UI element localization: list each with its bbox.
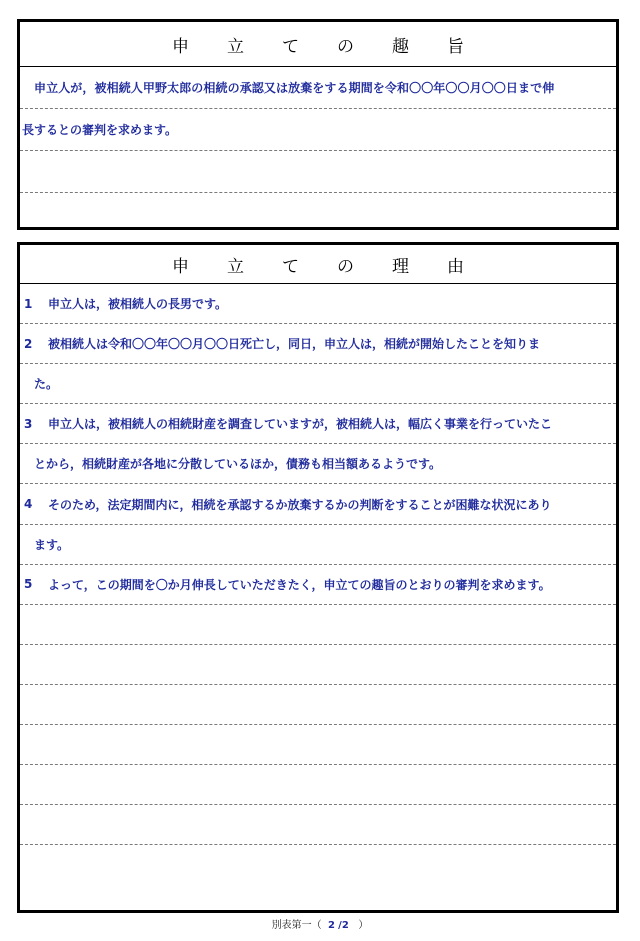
reason-line-number: 5 xyxy=(24,577,33,592)
reason-line[interactable] xyxy=(20,765,616,805)
reason-line-text: ます。 xyxy=(34,537,70,552)
reason-line[interactable] xyxy=(20,605,616,645)
reason-line[interactable] xyxy=(20,324,616,364)
reason-line-text: 申立人は，被相続人の相続財産を調査していますが，被相続人は，幅広く事業を行っていたこ xyxy=(48,417,553,432)
reason-line-number: 1 xyxy=(24,296,33,311)
reason-line-text: 被相続人は令和〇〇年〇〇月〇〇日死亡し，同日，申立人は，相続が開始したことを知りま xyxy=(48,337,541,352)
reason-line[interactable] xyxy=(20,525,616,565)
footer-close: ） xyxy=(358,920,369,931)
footer-total: 2 xyxy=(341,920,349,931)
reason-line[interactable] xyxy=(20,725,616,765)
reason-line[interactable] xyxy=(20,364,616,404)
reason-line[interactable] xyxy=(20,404,616,444)
reason-line-number: 2 xyxy=(24,336,33,351)
reason-line[interactable] xyxy=(20,565,616,605)
reason-line[interactable] xyxy=(20,284,616,324)
reason-line-text: そのため，法定期間内に，相続を承認するか放棄するかの判断をすることが困難な状況にあり xyxy=(48,497,552,512)
reason-line-text: とから，相続財産が各地に分散しているほか，債務も相当額あるようです。 xyxy=(34,457,442,472)
footer-separator: / xyxy=(338,920,342,931)
purpose-line[interactable] xyxy=(20,151,616,193)
footer-page: 2 xyxy=(328,920,335,931)
footer-label: 別表第一（ xyxy=(271,920,322,931)
reason-section xyxy=(17,242,619,913)
reason-line[interactable] xyxy=(20,484,616,524)
reason-line-text: た。 xyxy=(34,377,59,392)
purpose-line[interactable] xyxy=(20,109,616,151)
reason-line-number: 4 xyxy=(24,497,33,512)
reason-line-text: よって，この期間を〇か月伸長していただきたく，申立ての趣旨のとおりの審判を求めます。 xyxy=(48,577,551,592)
purpose-section xyxy=(17,19,619,230)
reason-line-number: 3 xyxy=(24,416,33,431)
page-footer xyxy=(0,916,640,931)
reason-title: 申立ての理由 xyxy=(20,245,616,284)
reason-line[interactable] xyxy=(20,685,616,725)
purpose-title: 申立ての趣旨 xyxy=(20,22,616,67)
purpose-line[interactable] xyxy=(20,193,616,231)
reason-line[interactable] xyxy=(20,645,616,685)
reason-lines xyxy=(20,284,616,885)
reason-line[interactable] xyxy=(20,805,616,845)
reason-line-text: 申立人は，被相続人の長男です。 xyxy=(48,297,228,312)
reason-line[interactable] xyxy=(20,444,616,484)
reason-line[interactable] xyxy=(20,845,616,885)
purpose-line-text: 長するとの審判を求めます。 xyxy=(22,123,178,137)
purpose-line[interactable] xyxy=(20,67,616,109)
purpose-line-text: 申立人が，被相続人甲野太郎の相続の承認又は放棄をする期間を令和〇〇年〇〇月〇〇日まで伸 xyxy=(34,81,555,95)
